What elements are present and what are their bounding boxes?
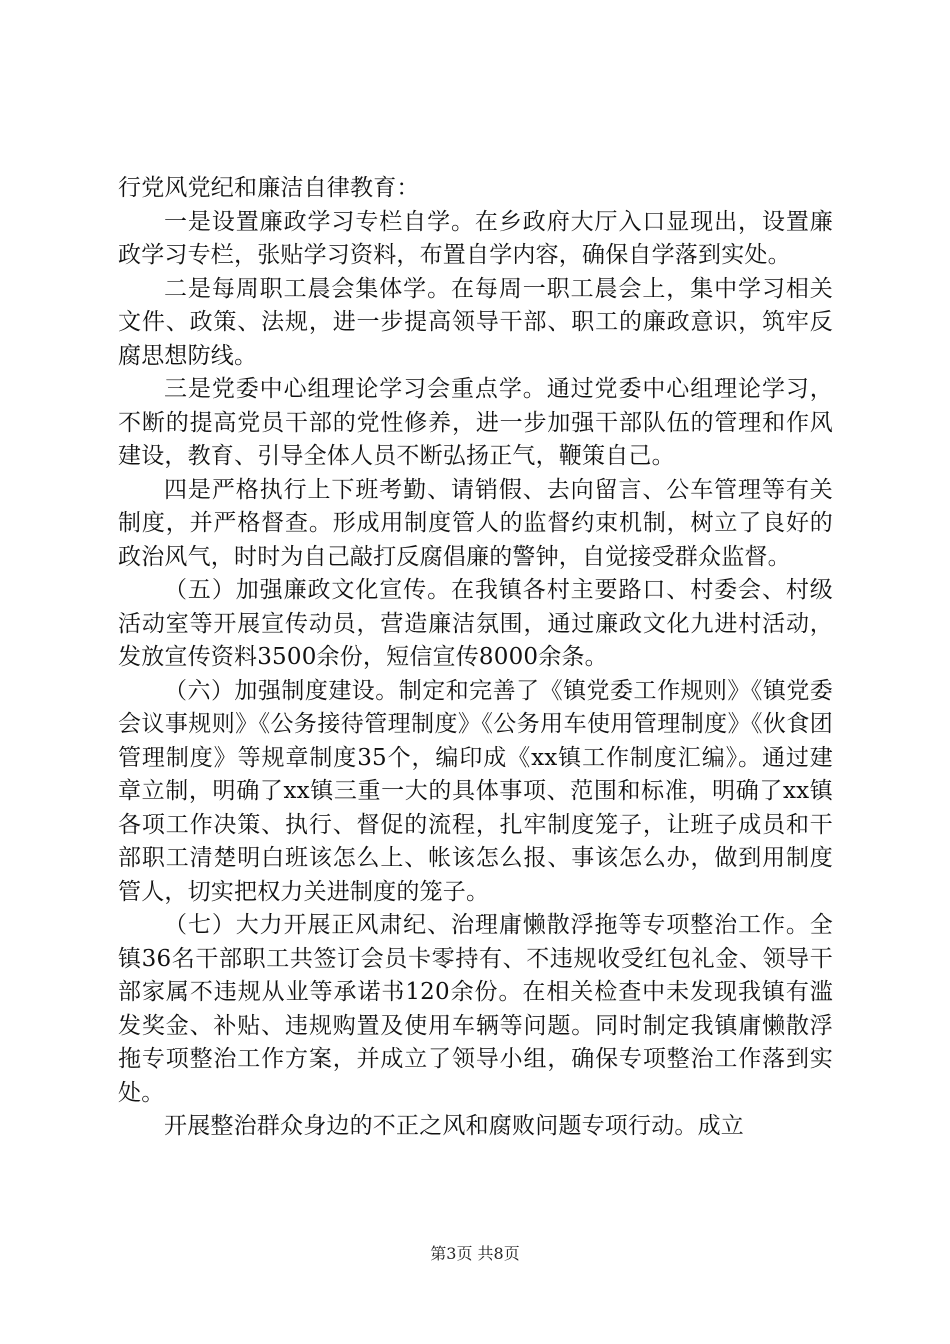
document-body xyxy=(118,172,833,1144)
paragraph-3: 三是党委中心组理论学习会重点学。通过党委中心组理论学习，不断的提高党员干部的党性修养，进一步加强干部队伍的管理和作风建设，教育、引导全体人员不断弘扬正气，鞭策自己。 xyxy=(118,376,833,469)
paragraph-continuation: 行党风党纪和廉洁自律教育： xyxy=(118,175,420,201)
page-number-footer: 第3页 共8页 xyxy=(430,1244,520,1263)
paragraph-2: 二是每周职工晨会集体学。在每周一职工晨会上，集中学习相关文件、政策、法规，进一步提高领导干部、职工的廉政意识，筑牢反腐思想防线。 xyxy=(118,275,833,369)
paragraph-4: 四是严格执行上下班考勤、请销假、去向留言、公车管理等有关制度，并严格督查。形成用制度管人的监督约束机制，树立了良好的政治风气，时时为自己敲打反腐倡廉的警钟，自觉接受群众监督。 xyxy=(118,476,833,570)
paragraph-1: 一是设置廉政学习专栏自学。在乡政府大厅入口显现出，设置廉政学习专栏，张贴学习资料，布置自学内容，确保自学落到实处。 xyxy=(118,208,833,268)
paragraph-7: （七）大力开展正风肃纪、治理庸懒散浮拖等专项整治工作。全镇36名干部职工共签订会员卡零持有、不违规收受红包礼金、领导干部家属不违规从业等承诺书120余份。在相关检查中未发现我镇有滥发奖金、补贴、违规购置及使用车辆等问题。同时制定我镇庸懒散浮拖专项整治工作方案，并成立了领导小组，确保专项整治工作落到实处。 xyxy=(118,912,833,1106)
paragraph-6: （六）加强制度建设。制定和完善了《镇党委工作规则》《镇党委会议事规则》《公务接待管理制度》《公务用车使用管理制度》《伙食团管理制度》等规章制度35个，编印成《xx镇工作制度汇编》。通过建章立制，明确了xx镇三重一大的具体事项、范围和标准，明确了xx镇各项工作决策、执行、督促的流程，扎牢制度笼子，让班子成员和干部职工清楚明白班该怎么上、帐该怎么报、事该怎么办，做到用制度管人，切实把权力关进制度的笼子。 xyxy=(118,677,833,905)
paragraph-8: 开展整治群众身边的不正之风和腐败问题专项行动。成立 xyxy=(164,1113,744,1139)
paragraph-5: （五）加强廉政文化宣传。在我镇各村主要路口、村委会、村级活动室等开展宣传动员，营造廉洁氛围，通过廉政文化九进村活动，发放宣传资料3500余份，短信宣传8000余条。 xyxy=(118,577,833,670)
